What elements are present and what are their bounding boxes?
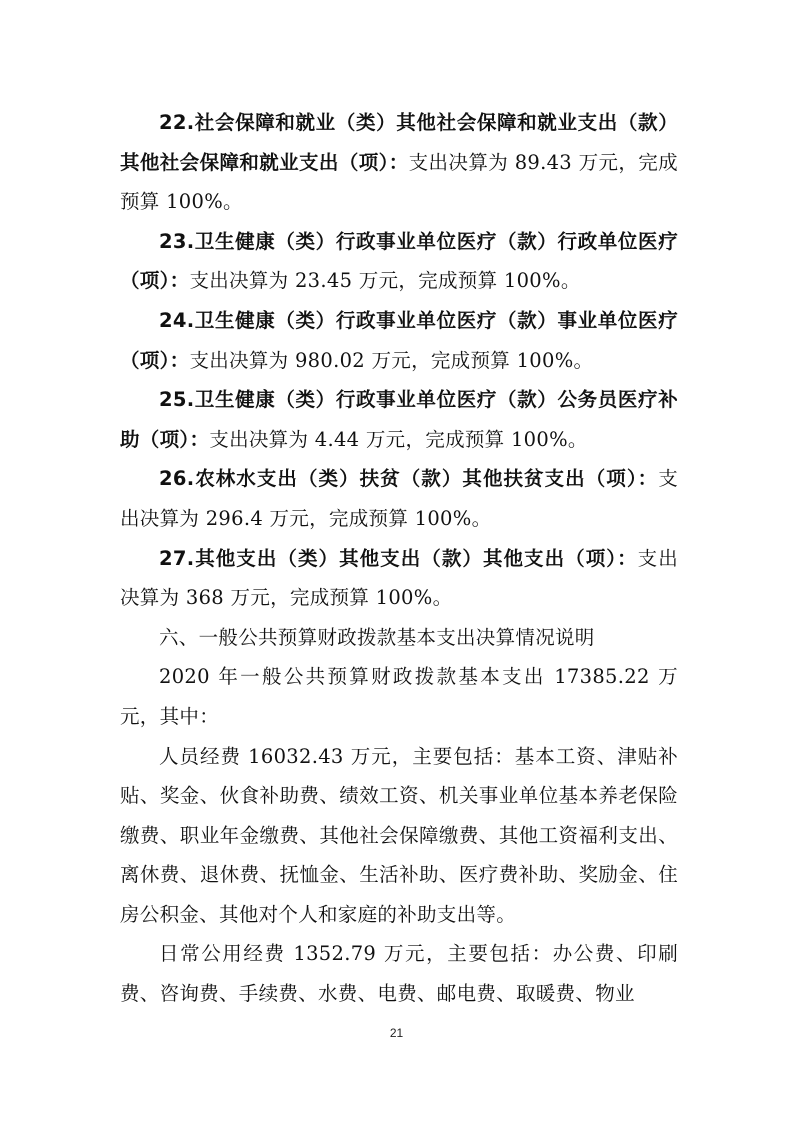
item-heading: 23.卫生健康（类）行政事业单位医疗（款）行政单位医疗（项）： — [120, 229, 678, 293]
item-body: 支出决算为 4.44 万元，完成预算 100%。 — [209, 427, 588, 451]
item-body: 支出决算为 89.43 万元，完成预算 100%。 — [120, 150, 678, 214]
expenditure-item-26 — [120, 459, 678, 538]
item-body: 支出决算为 296.4 万元，完成预算 100%。 — [120, 467, 678, 530]
page-number: 21 — [389, 1026, 404, 1040]
paragraph-personnel-expenses: 人员经费 16032.43 万元，主要包括：基本工资、津贴补贴、奖金、伙食补助费、绩效工资、机关事业单位基本养老保险缴费、职业年金缴费、其他社会保障缴费、其他工资福利支出、离休费、退休费、抚恤金、生活补助、医疗费补助、奖励金、住房公积金、其他对个人和家庭的补助支出等。 — [120, 744, 678, 926]
item-body: 支出决算为 23.45 万元，完成预算 100%。 — [189, 269, 581, 293]
expenditure-item-22 — [120, 103, 678, 222]
item-body: 支出决算为 980.02 万元，完成预算 100%。 — [189, 348, 594, 372]
expenditure-item-24 — [120, 301, 678, 380]
section-heading: 六、一般公共预算财政拨款基本支出决算情况说明 — [159, 625, 595, 649]
page-content — [120, 103, 678, 1014]
item-heading: 27.其他支出（类）其他支出（款）其他支出（项）： — [159, 546, 638, 570]
item-heading: 24.卫生健康（类）行政事业单位医疗（款）事业单位医疗（项）： — [120, 308, 678, 372]
expenditure-item-27 — [120, 539, 678, 618]
paragraph-basic-expenditure-total: 2020 年一般公共预算财政拨款基本支出 17385.22 万元，其中： — [120, 665, 678, 728]
paragraph-public-expenses: 日常公用经费 1352.79 万元，主要包括：办公费、印刷费、咨询费、手续费、水费、电费、邮电费、取暖费、物业 — [120, 942, 678, 1006]
item-heading: 25.卫生健康（类）行政事业单位医疗（款）公务员医疗补助（项）： — [120, 388, 678, 451]
item-heading: 22.社会保障和就业（类）其他社会保障和就业支出（款）其他社会保障和就业支出（项）： — [120, 111, 678, 174]
expenditure-item-23 — [120, 222, 678, 301]
expenditure-item-25 — [120, 380, 678, 459]
item-body: 支出决算为 368 万元，完成预算 100%。 — [120, 546, 678, 610]
item-heading: 26.农林水支出（类）扶贫（款）其他扶贫支出（项）： — [159, 467, 659, 491]
